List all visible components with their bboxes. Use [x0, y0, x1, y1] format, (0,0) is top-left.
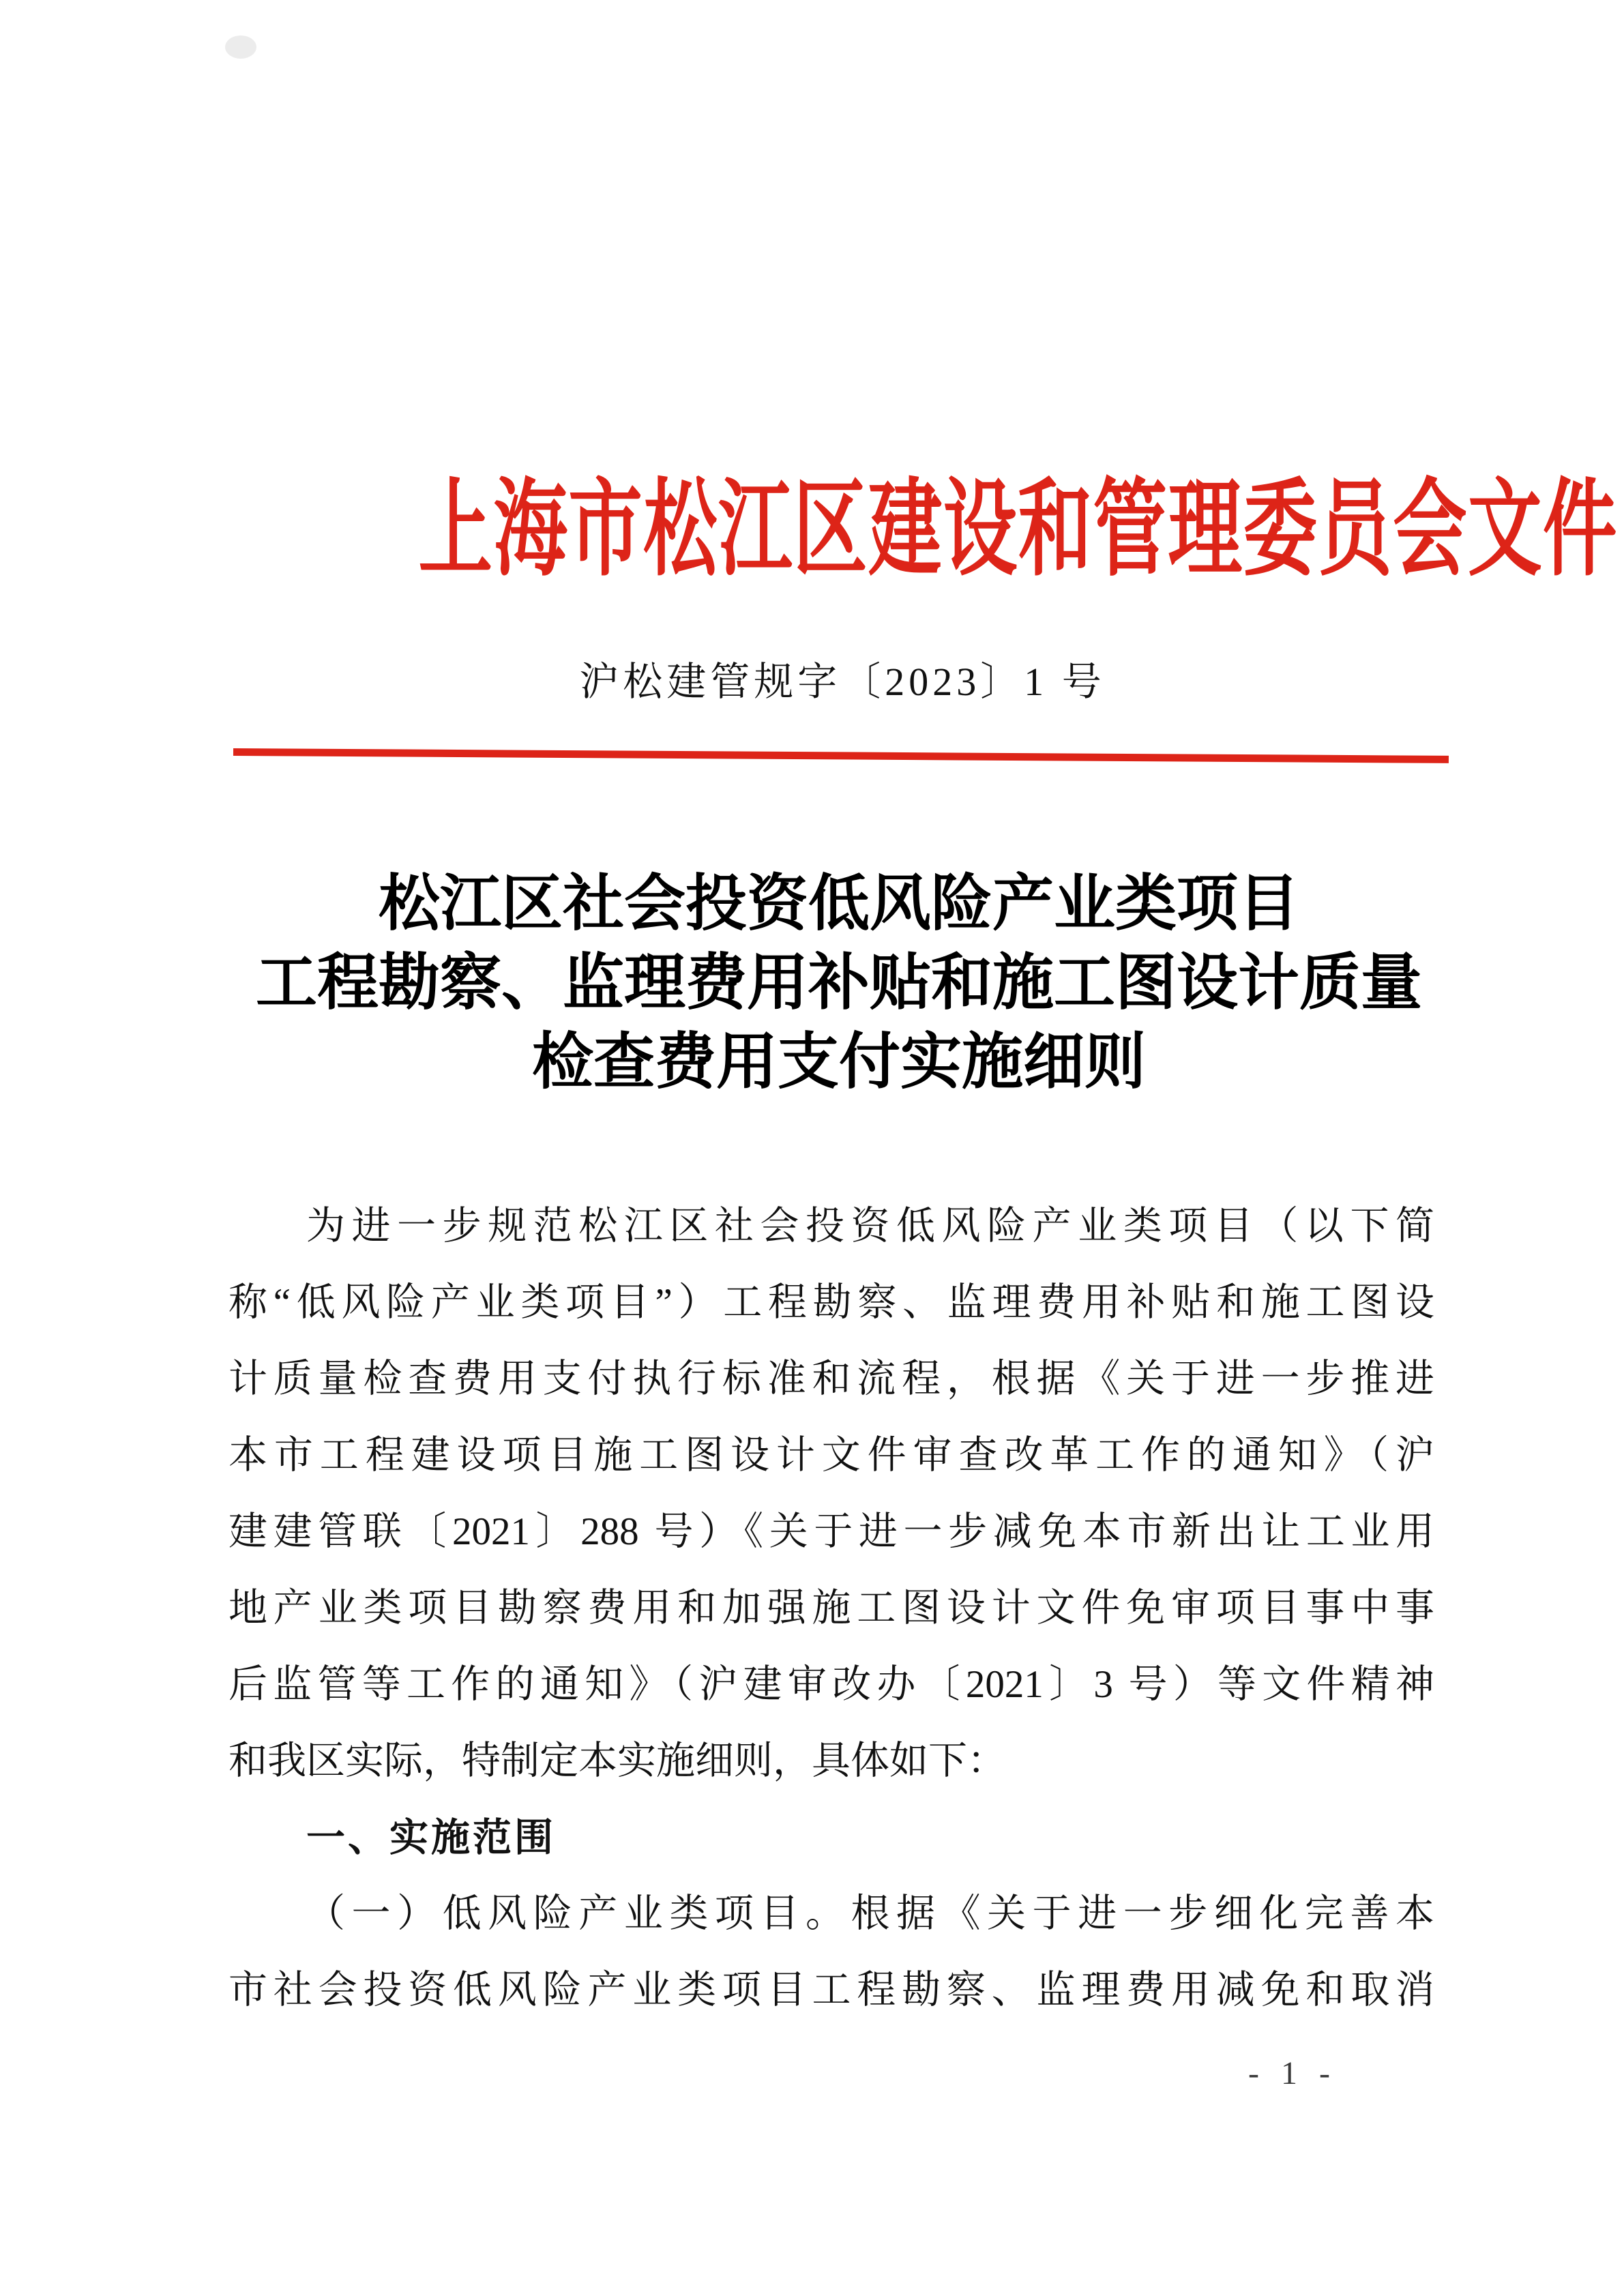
- document-title-line-2: 工程勘察、监理费用补贴和施工图设计质量: [256, 950, 1422, 1017]
- section-heading: 一、实施范围: [306, 1816, 556, 1859]
- body-line: 地产业类项目勘察费用和加强施工图设计文件免审项目事中事: [228, 1587, 1434, 1630]
- body-line: 称“低风险产业类项目”）工程勘察、监理费用补贴和施工图设: [228, 1281, 1434, 1324]
- document-number: 沪松建管规字〔2023〕1 号: [579, 660, 1106, 704]
- body-line: 市社会投资低风险产业类项目工程勘察、监理费用减免和取消: [228, 1969, 1434, 2012]
- body-line: （一）低风险产业类项目。根据《关于进一步细化完善本: [306, 1892, 1434, 1935]
- red-header-org-title: 上海市松江区建设和管理委员会文件: [418, 471, 1618, 589]
- body-line: 计质量检查费用支付执行标准和流程，根据《关于进一步推进: [228, 1357, 1434, 1400]
- body-line: 建建管联〔2021〕288 号）《关于进一步减免本市新出让工业用: [228, 1510, 1434, 1553]
- body-text: [228, 1188, 1434, 2029]
- body-line: 后监管等工作的通知》（沪建审改办〔2021〕3 号）等文件精神: [228, 1663, 1434, 1706]
- page-number: - 1 -: [1248, 2055, 1337, 2091]
- document-title: [205, 865, 1473, 1102]
- body-line: 和我区实际，特制定本实施细则，具体如下：: [228, 1739, 1006, 1782]
- scan-smudge: [225, 35, 256, 59]
- red-divider-rule: [233, 748, 1449, 763]
- document-title-line-3: 检查费用支付实施细则: [532, 1029, 1146, 1096]
- body-line: 为进一步规范松江区社会投资低风险产业类项目（以下简: [306, 1205, 1434, 1248]
- document-title-line-1: 松江区社会投资低风险产业类项目: [379, 870, 1299, 938]
- body-line: 本市工程建设项目施工图设计文件审查改革工作的通知》（沪: [228, 1434, 1434, 1477]
